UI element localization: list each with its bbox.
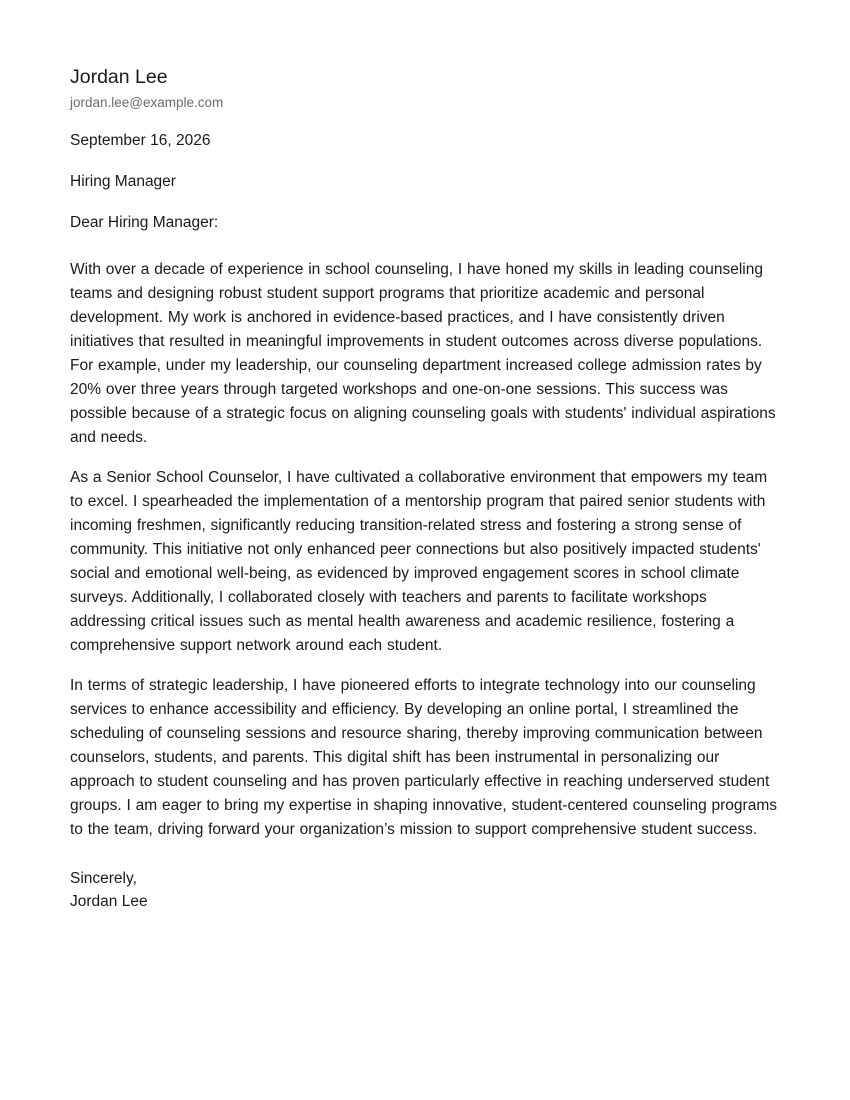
signature-name: Jordan Lee (70, 893, 148, 910)
recipient: Hiring Manager (70, 173, 176, 190)
letter-header (70, 64, 780, 112)
sender-name: Jordan Lee (70, 66, 168, 88)
body-paragraph-3: In terms of strategic leadership, I have pioneered efforts to integrate technology into our counseling services to enhance accessibility and efficiency. By developing an online portal, I streamlined the scheduling of counseling sessions and resource sharing, thereby improving communication between counselors, students, and parents. This digital shift has been instrumental in personalizing our approach to student counseling and has proven particularly effective in reaching underserved student groups. I am eager to bring my expertise in shaping innovative, student-centered counseling programs to the team, driving forward your organization’s mission to support comprehensive student success. (70, 677, 777, 838)
body-paragraph-2: As a Senior School Counselor, I have cultivated a collaborative environment that empowers my team to excel. I spearheaded the implementation of a mentorship program that paired senior students with incoming freshmen, significantly reducing transition-related stress and fostering a strong sense of community. This initiative not only enhanced peer connections but also positively impacted students' social and emotional well-being, as evidenced by improved engagement scores in school climate surveys. Additionally, I collaborated closely with teachers and parents to facilitate workshops addressing critical issues such as mental health awareness and academic resilience, fostering a comprehensive support network around each student. (70, 469, 768, 654)
valediction: Sincerely, (70, 870, 137, 887)
sender-email: jordan.lee@example.com (70, 95, 224, 110)
letter-closing (70, 867, 780, 913)
letter-body (70, 258, 780, 842)
letter-date: September 16, 2026 (70, 132, 211, 149)
salutation: Dear Hiring Manager: (70, 214, 219, 231)
body-paragraph-1: With over a decade of experience in school counseling, I have honed my skills in leading counseling teams and designing robust student support programs that prioritize academic and personal development. My work is anchored in evidence-based practices, and I have consistently driven initiatives that resulted in meaningful improvements in student outcomes across diverse populations. For example, under my leadership, our counseling department increased college admission rates by 20% over three years through targeted workshops and one-on-one sessions. This success was possible because of a strategic focus on aligning counseling goals with students' individual aspirations and needs. (70, 261, 776, 446)
